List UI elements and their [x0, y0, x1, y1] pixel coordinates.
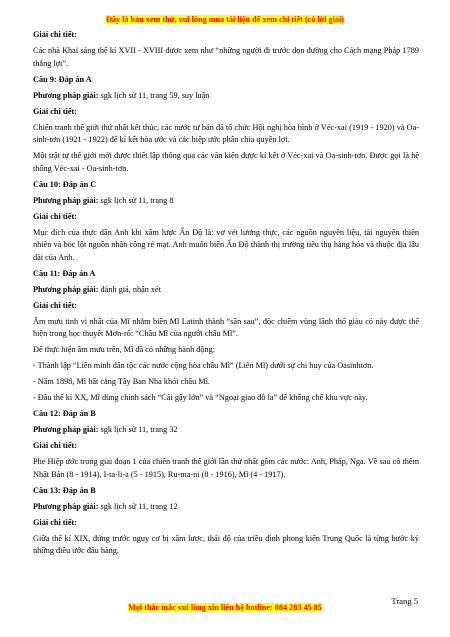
- answer-explanation: - Thành lập “Liên minh dân tộc các nước cộng hòa châu Mĩ” (Liên Mĩ) dưới sự chi huy của Oasinhtơn.: [33, 361, 374, 371]
- solution-method: [33, 90, 419, 103]
- method-text: sgk lịch sử 11, trang 8: [100, 195, 174, 205]
- answer-explanation: Âm mưu tinh vi nhất của Mĩ nhằm biến Mĩ Latinh thành “sân sau”, độc chiếm vùng lãnh thổ giàu có này được thể hiện trong học thuyết Mơn-rô: “Châu Mĩ của người châu Mĩ”.: [33, 316, 419, 339]
- method-text: sgk lịch sử 11, trang 59, suy luận: [100, 90, 210, 100]
- question-heading: Câu 12: Đáp án B: [33, 409, 96, 419]
- page-content: [33, 29, 419, 561]
- answer-explanation: - Năm 1898, Mĩ hất cẳng Tây Ban Nha khỏi châu Mĩ.: [33, 377, 210, 387]
- question-heading: Câu 13: Đáp án B: [33, 485, 96, 495]
- method-text: đánh giá, nhận xét: [100, 284, 162, 294]
- answer-explanation: Giữa thế kỉ XIX, đứng trước nguy cơ bị xâm lược, thái độ của triều đình phong kiến Trung Quốc là từng bước ký những điều ước đầu hàng.: [33, 533, 419, 556]
- detail-label: Giải chi tiết:: [33, 211, 77, 221]
- detail-label: Giải chi tiết:: [33, 441, 77, 451]
- answer-explanation: Mục đích của thực dân Anh khi xâm lược Ấn Độ là: vơ vét lương thực, các nguồn nguyên liệu, tài nguyên thiên nhiên và bóc lột nguồn nhân công rẻ mạt. Anh muốn biến Ấn Độ thành thị trường tiêu thụ hàng hóa và thuộc địa lâu dài của Anh.: [33, 227, 419, 262]
- answer-explanation: Một trật tự thế giới mới được thiết lập thông qua các văn kiện được kí kết ở Véc-xai và Oa-sinh-tơn. Được gọi là hệ thống Véc-xai - Oa-sinh-tơn.: [33, 151, 419, 173]
- page-number: Trang 5: [391, 596, 418, 606]
- answer-explanation: - Đầu thế kỉ XX, Mĩ dùng chính sách “Cái gậy lớn” và “Ngoại giao đô la” để khống chế khu vực này.: [33, 393, 368, 403]
- answer-explanation: Chiến tranh thế giới thứ nhất kết thúc, các nước tư bản đã tổ chức Hội nghị hòa bình ở Véc-xai (1919 - 1920) và Oa-sinh-tơn (1921 - 1922) để kí kết hòa ước và các hiệp ước phân chia quyền lợi.: [33, 122, 419, 145]
- detail-label: Giải chi tiết:: [33, 106, 77, 116]
- method-text: sgk lịch sử 11, trang 12: [100, 501, 178, 511]
- answer-explanation: Các nhà Khai sáng thế kỉ XVII - XVIII được xem như “những người đi trước dọn đường cho Cách mạng Pháp 1789 thắng lợi”.: [33, 45, 419, 68]
- header-banner: Đây là bản xem thử, vui lòng mua tài liệu để xem chi tiết (có lời giải): [105, 15, 344, 24]
- method-label: Phương pháp giải:: [33, 195, 99, 205]
- question-heading: Câu 10: Đáp án C: [33, 179, 97, 189]
- solution-method: [33, 284, 419, 297]
- method-label: Phương pháp giải:: [33, 501, 99, 511]
- detail-label: Giải chi tiết:: [33, 300, 77, 310]
- question-heading: Câu 9: Đáp án A: [33, 74, 92, 84]
- detail-label: Giải chi tiết:: [33, 30, 77, 39]
- footer-banner: Mọi thắc mắc vui lòng xin liên hệ hotline: 084 283 45 85: [128, 603, 322, 612]
- method-label: Phương pháp giải:: [33, 425, 99, 435]
- method-label: Phương pháp giải:: [33, 90, 99, 100]
- solution-method: [33, 195, 419, 208]
- detail-label: Giải chi tiết:: [33, 517, 77, 527]
- method-label: Phương pháp giải:: [33, 284, 99, 294]
- solution-method: [33, 424, 419, 437]
- answer-explanation: Để thực hiện âm mưu trên, Mĩ đã có những hành động:: [33, 345, 216, 355]
- question-heading: Câu 11: Đáp án A: [33, 268, 96, 278]
- answer-explanation: Phe Hiệp ước trong giai đoạn 1 của chiến tranh thế giới lần thứ nhất gồm các nước: Anh, Pháp, Nga. Về sau có thêm Nhật Bản (8 - 1914), I-ta-li-a (5 - 1915), Ru-ma-ni (8 - 1916), Mĩ (4 - 1917).: [33, 457, 419, 479]
- method-text: sgk lịch sử 11, trang 32: [100, 425, 178, 435]
- solution-method: [33, 501, 419, 514]
